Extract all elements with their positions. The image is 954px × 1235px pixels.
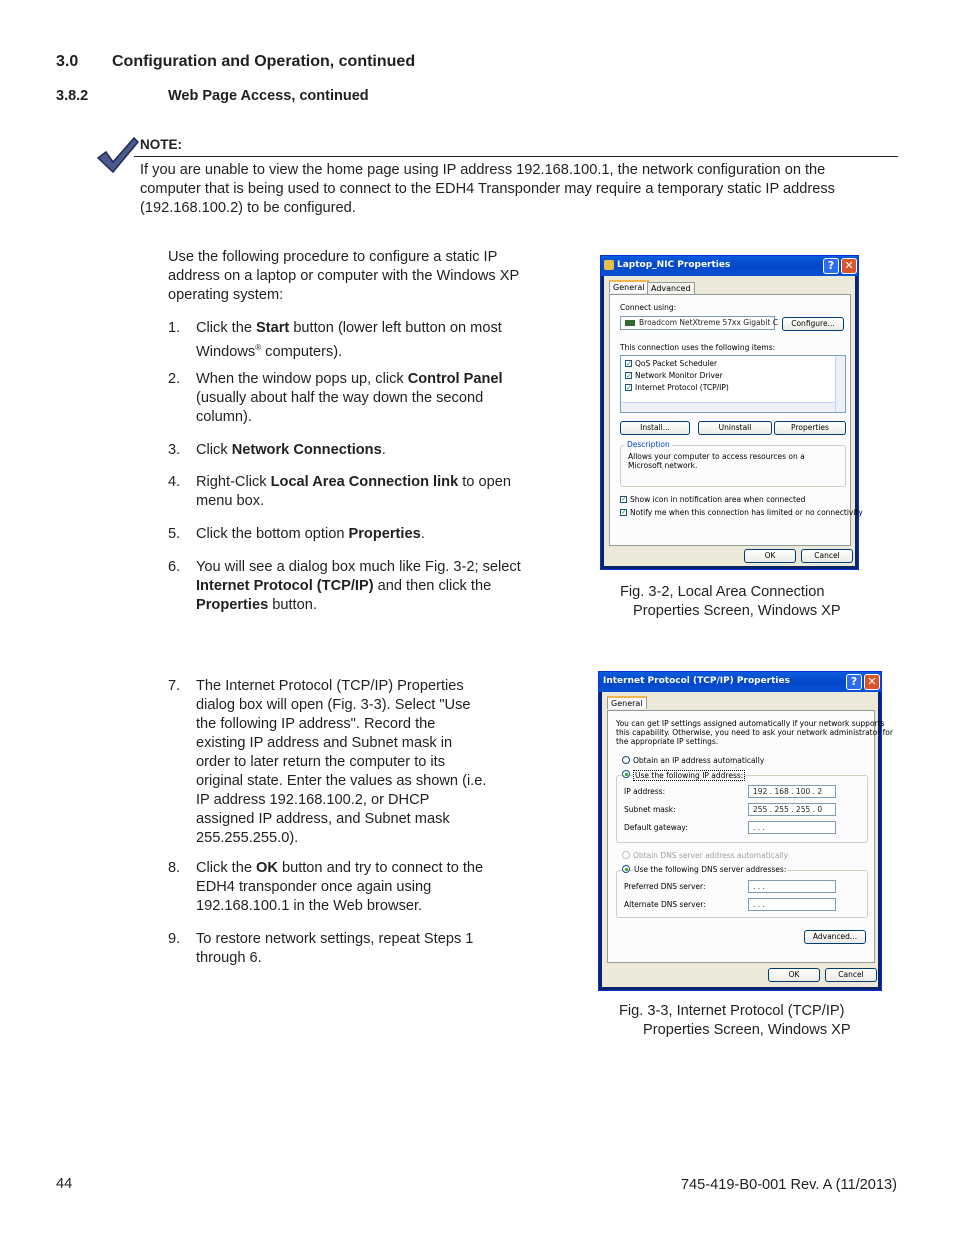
subsection-number: 3.8.2: [56, 88, 89, 104]
step-number: 2.: [168, 371, 181, 387]
network-icon: [604, 260, 614, 270]
dialog-titlebar: Laptop_NIC Properties: [601, 256, 858, 276]
document-number: 745-419-B0-001 Rev. A (11/2013): [680, 1177, 897, 1193]
list-item[interactable]: Internet Protocol (TCP/IP): [635, 383, 729, 392]
properties-button[interactable]: Properties: [774, 421, 846, 435]
note-label: NOTE:: [140, 137, 182, 152]
tab-advanced[interactable]: Advanced: [647, 282, 695, 294]
step-number: 4.: [168, 474, 181, 490]
tcpip-properties-dialog: [598, 671, 893, 991]
section-number: 3.0: [56, 53, 79, 70]
help-icon[interactable]: ?: [846, 674, 862, 690]
obtain-dns-auto-radio[interactable]: [622, 851, 630, 859]
step-9: To restore network settings, repeat Steps 1 through 6.: [196, 931, 474, 966]
step-number: 6.: [168, 559, 181, 575]
subnet-mask-input[interactable]: 255 . 255 . 255 . 0: [748, 803, 836, 816]
ok-button[interactable]: OK: [768, 968, 820, 982]
item-checkbox[interactable]: ✓: [626, 360, 632, 368]
step-7: The Internet Protocol (TCP/IP) Properties dialog box will open (Fig. 3-3). Select "Use the following IP address". Record the existing IP address and Subnet mask in order to later return the computer to its original state. Enter the values as shown (i.e. IP address 192.168.100.2, or DHCP assigned IP address, and Subnet mask 255.255.255.0).: [196, 678, 487, 846]
fig-2-caption-line-2: Properties Screen, Windows XP: [633, 603, 841, 619]
install-button[interactable]: Install...: [620, 421, 690, 435]
dialog-titlebar: Internet Protocol (TCP/IP) Properties: [599, 672, 881, 692]
step-number: 1.: [168, 320, 181, 336]
alternate-dns-label: Alternate DNS server:: [624, 900, 706, 909]
step-number: 5.: [168, 526, 181, 542]
obtain-dns-auto-label: Obtain DNS server address automatically: [633, 851, 789, 860]
tab-general[interactable]: General: [607, 696, 647, 709]
notify-checkbox[interactable]: ✓: [621, 509, 627, 516]
list-item[interactable]: QoS Packet Scheduler: [635, 359, 718, 368]
default-gateway-label: Default gateway:: [624, 823, 688, 832]
step-1: Click the Start button (lower left button on most Windows® computers).: [196, 320, 502, 360]
uninstall-button[interactable]: Uninstall: [698, 421, 772, 435]
page-number: 44: [56, 1176, 73, 1192]
connect-using-label: Connect using:: [620, 303, 677, 312]
items-label: This connection uses the following items:: [620, 343, 776, 352]
preferred-dns-input[interactable]: . . .: [748, 880, 836, 893]
note-rule: [134, 156, 898, 157]
fig-3-caption-line-1: Fig. 3-3, Internet Protocol (TCP/IP): [619, 1003, 845, 1019]
note-text: If you are unable to view the home page using IP address 192.168.100.1, the network configuration on the computer that is being used to connect to the EDH4 Transponder may require a temporary static IP address (192.168.100.2) to be configured.: [140, 162, 835, 216]
notify-label: Notify me when this connection has limited or no connectivity: [630, 508, 863, 517]
use-following-dns-label: Use the following DNS server addresses:: [634, 865, 787, 874]
adapter-icon: [625, 320, 635, 326]
step-6: You will see a dialog box much like Fig. 3-2; select Internet Protocol (TCP/IP) and then click the Properties button.: [196, 559, 521, 613]
default-gateway-input[interactable]: . . .: [748, 821, 836, 834]
close-icon[interactable]: ✕: [841, 258, 857, 274]
use-following-dns-radio[interactable]: [622, 865, 630, 873]
show-icon-label: Show icon in notification area when connected: [630, 495, 806, 504]
step-number: 9.: [168, 931, 181, 947]
preferred-dns-label: Preferred DNS server:: [624, 882, 706, 891]
description-text: Allows your computer to access resources on a Microsoft network.: [628, 452, 805, 470]
intro-line-2: this capability. Otherwise, you need to ask your network administrator for: [616, 728, 893, 737]
cancel-button[interactable]: Cancel: [825, 968, 877, 982]
ok-button[interactable]: OK: [744, 549, 796, 563]
close-icon[interactable]: ✕: [864, 674, 880, 690]
step-3: Click Network Connections.: [196, 442, 386, 458]
step-5: Click the bottom option Properties.: [196, 526, 425, 542]
advanced-button[interactable]: Advanced...: [804, 930, 866, 944]
fig-2-caption-line-1: Fig. 3-2, Local Area Connection: [620, 584, 825, 600]
fig-3-caption-line-2: Properties Screen, Windows XP: [643, 1022, 851, 1038]
step-number: 7.: [168, 678, 181, 694]
list-item[interactable]: Network Monitor Driver: [635, 371, 723, 380]
show-icon-checkbox[interactable]: ✓: [621, 496, 627, 503]
configure-button[interactable]: Configure...: [782, 317, 844, 331]
item-checkbox[interactable]: ✓: [626, 384, 632, 392]
use-following-ip-radio[interactable]: [622, 770, 630, 778]
obtain-ip-auto-label: Obtain an IP address automatically: [633, 756, 765, 765]
subsection-title: Web Page Access, continued: [168, 88, 369, 104]
subnet-mask-label: Subnet mask:: [624, 805, 676, 814]
step-number: 3.: [168, 442, 181, 458]
intro-text: Use the following procedure to configure a static IP address on a laptop or computer with the Windows XP operating system:: [168, 249, 519, 303]
step-4: Right-Click Local Area Connection link to open menu box.: [196, 474, 511, 509]
cancel-button[interactable]: Cancel: [801, 549, 853, 563]
step-8: Click the OK button and try to connect to the EDH4 transponder once again using 192.168.100.1 in the Web browser.: [196, 860, 484, 914]
nic-properties-dialog: [600, 255, 863, 570]
items-list[interactable]: [620, 355, 846, 413]
tab-general[interactable]: General: [609, 280, 649, 293]
vertical-scrollbar[interactable]: [835, 356, 845, 412]
obtain-ip-auto-radio[interactable]: [622, 756, 630, 764]
alternate-dns-input[interactable]: . . .: [748, 898, 836, 911]
intro-line-3: the appropriate IP settings.: [616, 737, 719, 746]
horizontal-scrollbar[interactable]: [621, 402, 835, 412]
step-2: When the window pops up, click Control Panel (usually about half the way down the second column).: [196, 371, 503, 425]
adapter-field: Broadcom NetXtreme 57xx Gigabit C: [620, 316, 775, 330]
ip-address-input[interactable]: 192 . 168 . 100 . 2: [748, 785, 836, 798]
step-number: 8.: [168, 860, 181, 876]
use-following-ip-label: Use the following IP address:: [635, 771, 744, 780]
description-label: Description: [627, 440, 670, 449]
intro-line-1: You can get IP settings assigned automatically if your network supports: [616, 719, 885, 728]
item-checkbox[interactable]: ✓: [626, 372, 632, 380]
ip-address-label: IP address:: [624, 787, 666, 796]
help-icon[interactable]: ?: [823, 258, 839, 274]
section-title: Configuration and Operation, continued: [112, 53, 416, 70]
